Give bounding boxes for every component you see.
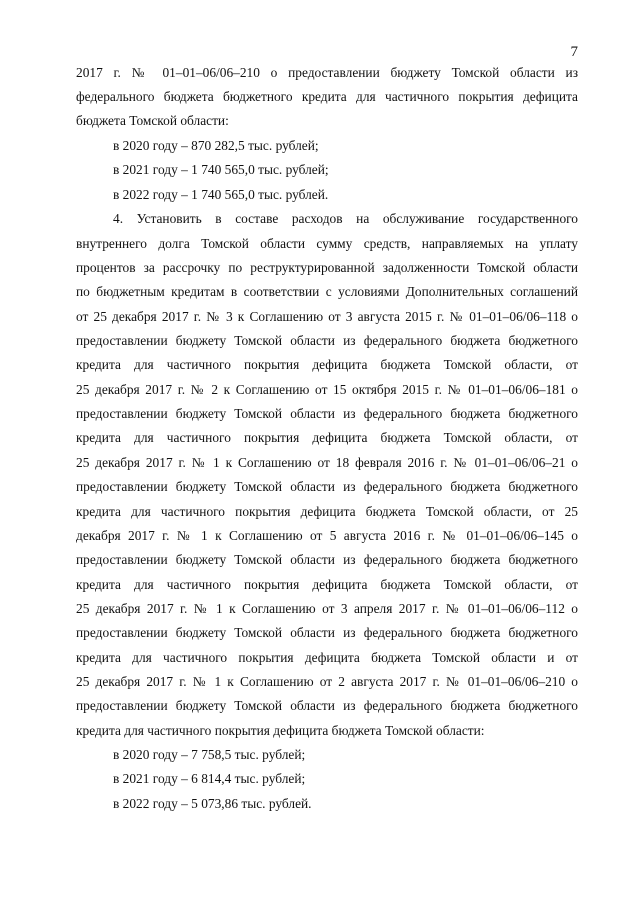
text-line: предоставлении бюджету Томской области из федерального бюджета бюджетного xyxy=(76,406,578,421)
text-line: кредита для частичного покрытия дефицита бюджета Томской области, от 25 xyxy=(76,504,578,519)
paragraph-4-first-line: 4. Установить в составе расходов на обслуживание государственного xyxy=(113,211,578,226)
text-line: 25 декабря 2017 г. № 1 к Соглашению от 18 февраля 2016 г. № 01–01–06/06–21 о xyxy=(76,455,578,470)
text-line: кредита для частичного покрытия дефицита бюджета Томской области: xyxy=(76,723,485,738)
list-item: в 2022 году – 1 740 565,0 тыс. рублей. xyxy=(113,187,329,202)
text-line: предоставлении бюджету Томской области из федерального бюджета бюджетного xyxy=(76,333,578,348)
text-line: 25 декабря 2017 г. № 2 к Соглашению от 15 октября 2015 г. № 01–01–06/06–181 о xyxy=(76,382,578,397)
text-line: предоставлении бюджету Томской области из федерального бюджета бюджетного xyxy=(76,698,578,713)
text-line: внутреннего долга Томской области сумму средств, направляемых на уплату xyxy=(76,236,578,251)
text-line: предоставлении бюджету Томской области из федерального бюджета бюджетного xyxy=(76,479,578,494)
list-item: в 2020 году – 870 282,5 тыс. рублей; xyxy=(113,138,319,153)
list-item: в 2020 году – 7 758,5 тыс. рублей; xyxy=(113,747,306,762)
text-line: декабря 2017 г. № 1 к Соглашению от 5 августа 2016 г. № 01–01–06/06–145 о xyxy=(76,528,578,543)
list-item: в 2022 году – 5 073,86 тыс. рублей. xyxy=(113,796,312,811)
page-number: 7 xyxy=(570,44,578,60)
list-item: в 2021 году – 1 740 565,0 тыс. рублей; xyxy=(113,162,329,177)
text-line: кредита для частичного покрытия дефицита бюджета Томской области, от xyxy=(76,357,578,372)
text-line: предоставлении бюджету Томской области из федерального бюджета бюджетного xyxy=(76,625,578,640)
text-line: процентов за рассрочку по реструктурированной задолженности Томской области xyxy=(76,260,578,275)
text-line: от 25 декабря 2017 г. № 3 к Соглашению от 3 августа 2015 г. № 01–01–06/06–118 о xyxy=(76,309,578,324)
text-line: предоставлении бюджету Томской области из федерального бюджета бюджетного xyxy=(76,552,578,567)
text-line: кредита для частичного покрытия дефицита бюджета Томской области, от xyxy=(76,430,578,445)
text-line: бюджета Томской области: xyxy=(76,113,229,128)
list-item: в 2021 году – 6 814,4 тыс. рублей; xyxy=(113,771,306,786)
text-line: по бюджетным кредитам в соответствии с условиями Дополнительных соглашений xyxy=(76,284,578,299)
text-line: кредита для частичного покрытия дефицита бюджета Томской области, от xyxy=(76,577,578,592)
text-line: 2017 г. № 01–01–06/06–210 о предоставлении бюджету Томской области из xyxy=(76,65,578,80)
text-line: федерального бюджета бюджетного кредита для частичного покрытия дефицита xyxy=(76,89,578,104)
text-line: кредита для частичного покрытия дефицита бюджета Томской области и от xyxy=(76,650,578,665)
text-line: 25 декабря 2017 г. № 1 к Соглашению от 3 апреля 2017 г. № 01–01–06/06–112 о xyxy=(76,601,578,616)
text-line: 25 декабря 2017 г. № 1 к Соглашению от 2 августа 2017 г. № 01–01–06/06–210 о xyxy=(76,674,578,689)
